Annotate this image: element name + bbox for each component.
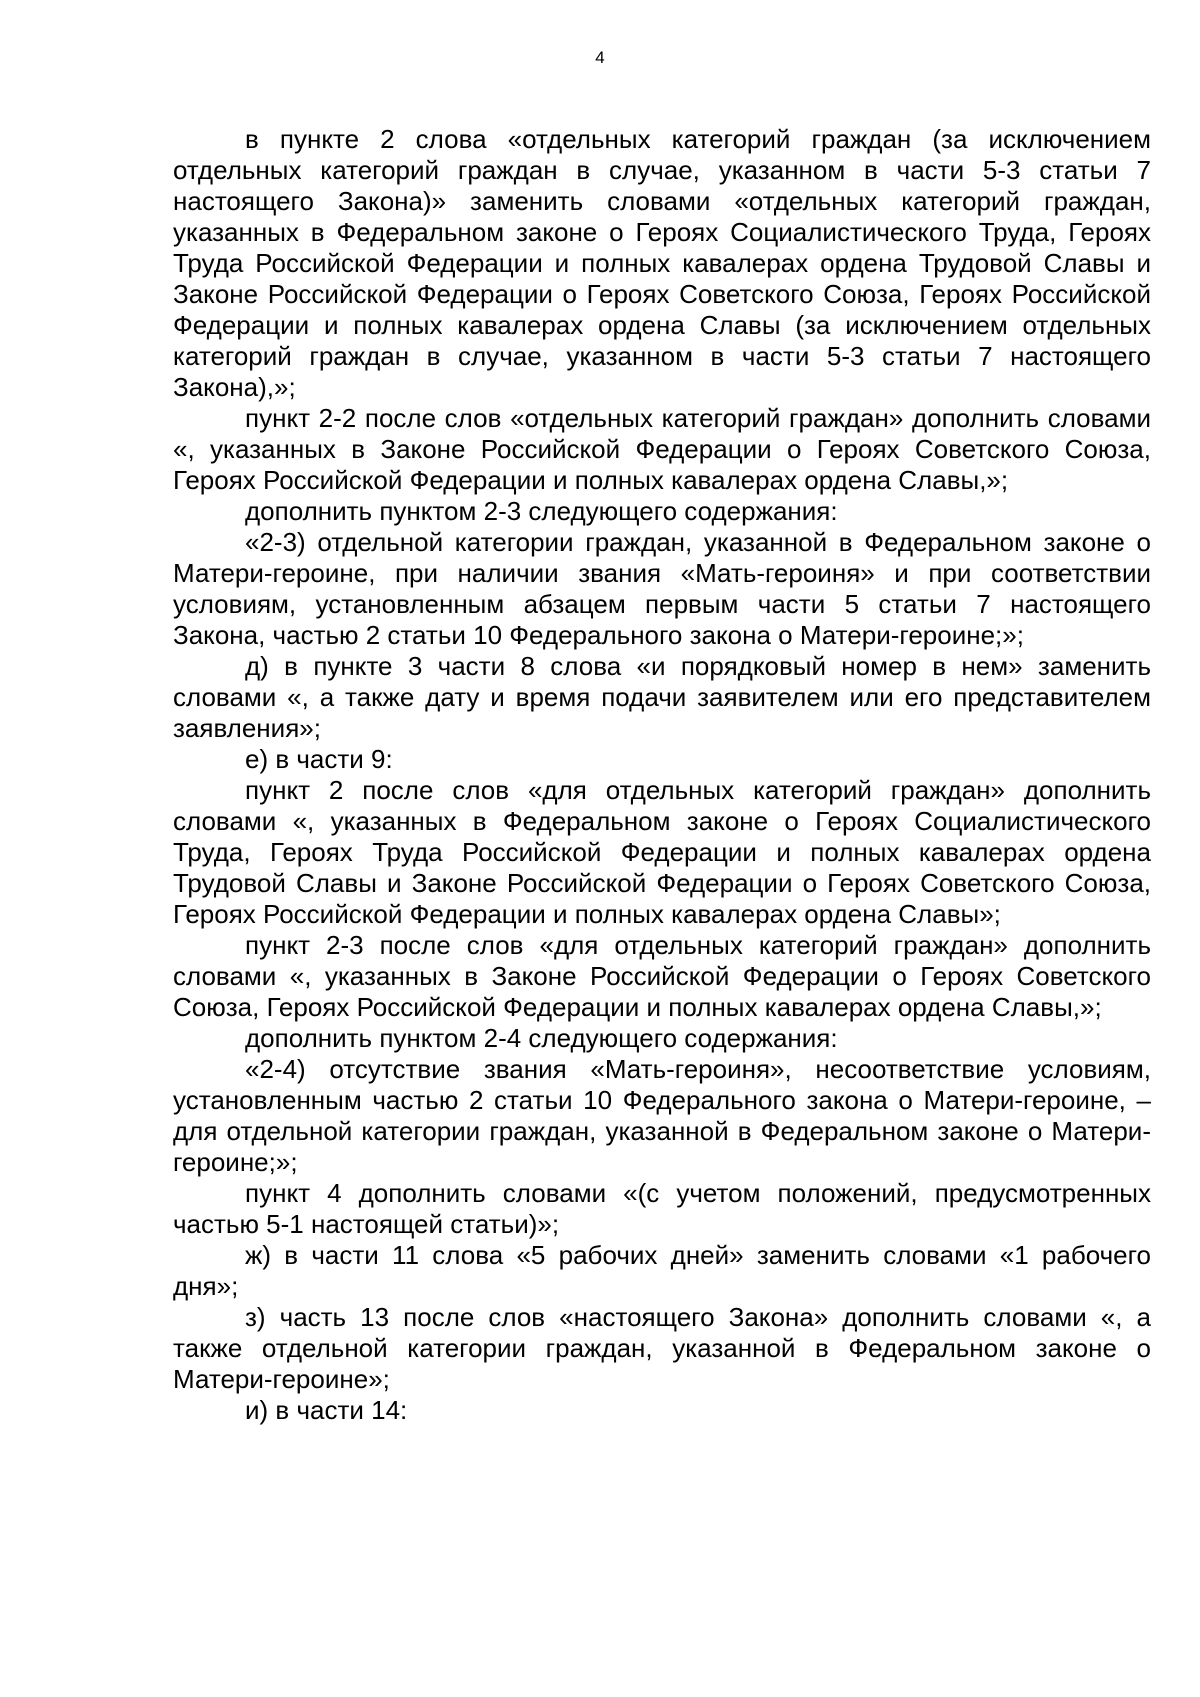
paragraph: ж) в части 11 слова «5 рабочих дней» заменить словами «1 рабочего дня»;: [173, 1240, 1151, 1301]
paragraph: пункт 4 дополнить словами «(с учетом положений, предусмотренных частью 5-1 настоящей статьи)»;: [173, 1178, 1151, 1239]
paragraph: пункт 2-2 после слов «отдельных категорий граждан» дополнить словами «, указанных в Законе Российской Федерации о Героях Советского Союза, Героях Российской Федерации и полных кавалерах ордена Славы,»;: [173, 403, 1151, 495]
paragraph: дополнить пунктом 2-3 следующего содержания:: [245, 496, 838, 526]
paragraph: «2-4) отсутствие звания «Мать-героиня», несоответствие условиям, установленным частью 2 статьи 10 Федерального закона о Матери-героине, – для отдельной категории граждан, указанной в Федеральном законе о Матери-героине;»;: [173, 1054, 1151, 1177]
paragraph: з) часть 13 после слов «настоящего Закона» дополнить словами «, а также отдельной категории граждан, указанной в Федеральном законе о Матери-героине»;: [173, 1302, 1151, 1394]
paragraph: и) в части 14:: [245, 1395, 408, 1425]
page-number: 4: [595, 48, 605, 67]
paragraph: «2-3) отдельной категории граждан, указанной в Федеральном законе о Матери-героине, при наличии звания «Мать-героиня» и при соответствии условиям, установленным абзацем первым части 5 статьи 7 настоящего Закона, частью 2 статьи 10 Федерального закона о Матери-героине;»;: [173, 527, 1151, 650]
paragraph: в пункте 2 слова «отдельных категорий граждан (за исключением отдельных категорий граждан в случае, указанном в части 5-3 статьи 7 настоящего Закона)» заменить словами «отдельных категорий граждан, указанных в Федеральном законе о Героях Социалистического Труда, Героях Труда Российской Федерации и полных кавалерах ордена Трудовой Славы и Законе Российской Федерации о Героях Советского Союза, Героях Российской Федерации и полных кавалерах ордена Славы (за исключением отдельных категорий граждан в случае, указанном в части 5-3 статьи 7 настоящего Закона),»;: [173, 124, 1151, 402]
paragraph: дополнить пунктом 2-4 следующего содержания:: [245, 1023, 838, 1053]
paragraph: е) в части 9:: [245, 744, 393, 774]
paragraph: пункт 2-3 после слов «для отдельных категорий граждан» дополнить словами «, указанных в Законе Российской Федерации о Героях Советского Союза, Героях Российской Федерации и полных кавалерах ордена Славы,»;: [173, 930, 1151, 1022]
paragraph: пункт 2 после слов «для отдельных категорий граждан» дополнить словами «, указанных в Федеральном законе о Героях Социалистического Труда, Героях Труда Российской Федерации и полных кавалерах ордена Трудовой Славы и Законе Российской Федерации о Героях Советского Союза, Героях Российской Федерации и полных кавалерах ордена Славы»;: [173, 775, 1151, 929]
paragraph: д) в пункте 3 части 8 слова «и порядковый номер в нем» заменить словами «, а также дату и время подачи заявителем или его представителем заявления»;: [173, 651, 1151, 743]
document-body: [173, 124, 1151, 1426]
